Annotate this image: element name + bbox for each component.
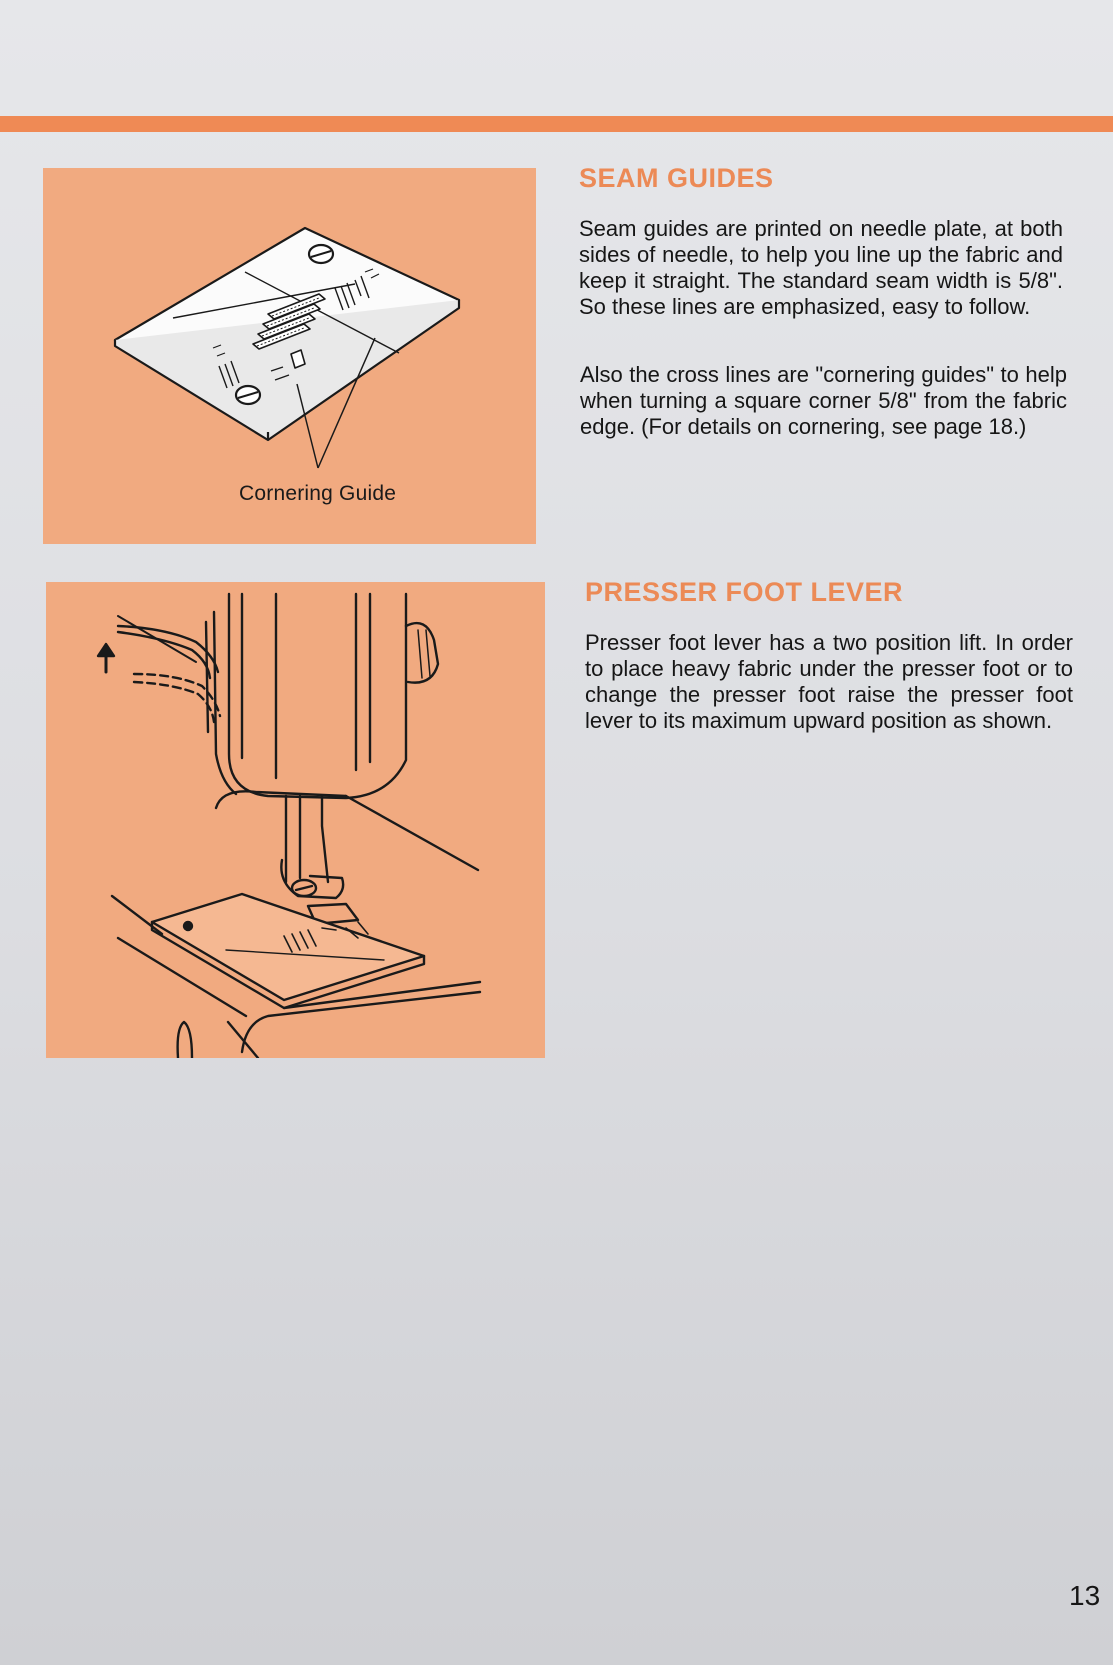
cornering-guide-caption: Cornering Guide: [239, 482, 397, 505]
seam-guides-heading: SEAM GUIDES: [579, 163, 774, 193]
seam-guides-figure: [43, 168, 536, 544]
presser-foot-lever-figure: [46, 582, 545, 1058]
seam-guides-paragraph-1: Seam guides are printed on needle plate, at both sides of needle, to help you line up the fabric and keep it straight. The standard seam width is 5/8". So these lines are emphasized, easy to follow.: [579, 216, 1063, 319]
presser-foot-lever-heading: PRESSER FOOT LEVER: [585, 577, 904, 607]
presser-foot-lever-paragraph: Presser foot lever has a two position lift. In order to place heavy fabric under the presser foot or to change the presser foot raise the presser foot lever to its maximum upward position as shown.: [585, 630, 1073, 733]
top-orange-rule: [0, 116, 1113, 132]
seam-guides-paragraph-2: Also the cross lines are "cornering guides" to help when turning a square corner 5/8" from the fabric edge. (For details on cornering, see page 18.): [580, 362, 1067, 439]
sewing-machine-illustration: [46, 582, 545, 1058]
page-number: 13: [1069, 1580, 1101, 1611]
